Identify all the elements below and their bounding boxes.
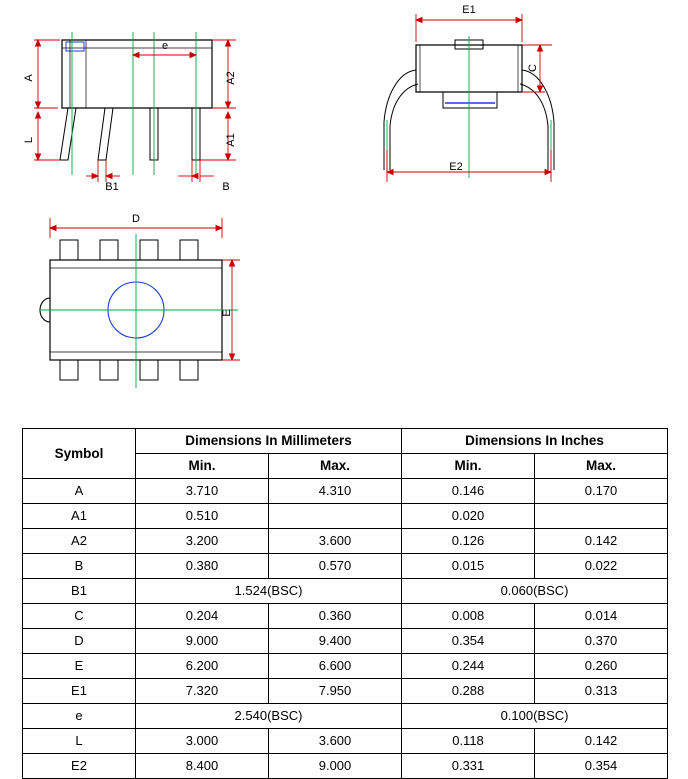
table-row <box>23 554 668 579</box>
label-A: A <box>23 74 35 82</box>
dimensions-table <box>22 428 668 779</box>
table-row <box>23 754 668 779</box>
table-row <box>23 479 668 504</box>
side-elevation-view <box>384 4 554 182</box>
label-B1: B1 <box>105 181 119 193</box>
cell-in-max: 0.370 <box>535 629 668 654</box>
cell-in-max: 0.313 <box>535 679 668 704</box>
header-mm-min: Min. <box>136 454 269 479</box>
top-plan-view <box>40 213 240 388</box>
cell-symbol: C <box>23 604 136 629</box>
label-D: D <box>132 213 140 225</box>
front-elevation-view <box>23 32 237 193</box>
cell-in-max: 0.142 <box>535 529 668 554</box>
cell-in-max: 0.354 <box>535 754 668 779</box>
cell-symbol: A <box>23 479 136 504</box>
cell-symbol: A2 <box>23 529 136 554</box>
label-E: E <box>221 309 233 317</box>
cell-in-min: 0.244 <box>402 654 535 679</box>
cell-in-min: 0.118 <box>402 729 535 754</box>
table-row <box>23 729 668 754</box>
label-E2: E2 <box>449 161 463 173</box>
dimensions-table-wrap <box>22 428 667 779</box>
cell-in-min: 0.146 <box>402 479 535 504</box>
cell-in-max <box>535 504 668 529</box>
cell-mm-min: 9.000 <box>136 629 269 654</box>
label-A2: A2 <box>225 71 237 85</box>
cell-mm-max: 7.950 <box>269 679 402 704</box>
cell-symbol: B1 <box>23 579 136 604</box>
cell-in-max: 0.022 <box>535 554 668 579</box>
table-row <box>23 604 668 629</box>
cell-in-min: 0.354 <box>402 629 535 654</box>
label-B: B <box>222 181 230 193</box>
cell-mm-max: 9.000 <box>269 754 402 779</box>
header-symbol: Symbol <box>23 429 136 479</box>
cell-mm-max: 9.400 <box>269 629 402 654</box>
cell-mm-min: 0.380 <box>136 554 269 579</box>
cell-in-min: 0.126 <box>402 529 535 554</box>
dimensions-table-body <box>23 479 668 779</box>
header-in-max: Max. <box>535 454 668 479</box>
cell-symbol: B <box>23 554 136 579</box>
cell-symbol: E <box>23 654 136 679</box>
cell-symbol: E1 <box>23 679 136 704</box>
cell-mm-span: 1.524(BSC) <box>136 579 402 604</box>
cell-symbol: L <box>23 729 136 754</box>
cell-symbol: A1 <box>23 504 136 529</box>
cell-in-span: 0.060(BSC) <box>402 579 668 604</box>
cell-in-min: 0.008 <box>402 604 535 629</box>
cell-symbol: e <box>23 704 136 729</box>
cell-mm-min: 3.200 <box>136 529 269 554</box>
header-inches: Dimensions In Inches <box>402 429 668 454</box>
cell-mm-max: 3.600 <box>269 729 402 754</box>
label-L: L <box>23 136 35 144</box>
table-row <box>23 579 668 604</box>
cell-mm-min: 0.510 <box>136 504 269 529</box>
cell-in-max: 0.142 <box>535 729 668 754</box>
cell-mm-max <box>269 504 402 529</box>
cell-mm-max: 4.310 <box>269 479 402 504</box>
cell-mm-min: 8.400 <box>136 754 269 779</box>
cell-symbol: E2 <box>23 754 136 779</box>
table-row <box>23 504 668 529</box>
table-row <box>23 654 668 679</box>
cell-in-max: 0.260 <box>535 654 668 679</box>
cell-in-max: 0.014 <box>535 604 668 629</box>
table-row <box>23 679 668 704</box>
label-C: C <box>527 64 539 72</box>
table-header-row-1 <box>23 429 668 454</box>
cell-mm-min: 0.204 <box>136 604 269 629</box>
cell-in-min: 0.331 <box>402 754 535 779</box>
cell-mm-max: 6.600 <box>269 654 402 679</box>
label-E1: E1 <box>462 4 476 16</box>
header-in-min: Min. <box>402 454 535 479</box>
cell-mm-max: 0.360 <box>269 604 402 629</box>
cell-in-span: 0.100(BSC) <box>402 704 668 729</box>
cell-symbol: D <box>23 629 136 654</box>
table-row <box>23 529 668 554</box>
table-row <box>23 704 668 729</box>
header-millimeters: Dimensions In Millimeters <box>136 429 402 454</box>
label-e: e <box>161 40 169 52</box>
cell-in-min: 0.288 <box>402 679 535 704</box>
cell-in-min: 0.020 <box>402 504 535 529</box>
table-row <box>23 629 668 654</box>
cell-mm-min: 6.200 <box>136 654 269 679</box>
cell-mm-max: 3.600 <box>269 529 402 554</box>
cell-mm-min: 3.000 <box>136 729 269 754</box>
cell-in-min: 0.015 <box>402 554 535 579</box>
cell-mm-min: 3.710 <box>136 479 269 504</box>
label-A1: A1 <box>225 133 237 147</box>
cell-in-max: 0.170 <box>535 479 668 504</box>
cell-mm-max: 0.570 <box>269 554 402 579</box>
cell-mm-min: 7.320 <box>136 679 269 704</box>
cell-mm-span: 2.540(BSC) <box>136 704 402 729</box>
header-mm-max: Max. <box>269 454 402 479</box>
